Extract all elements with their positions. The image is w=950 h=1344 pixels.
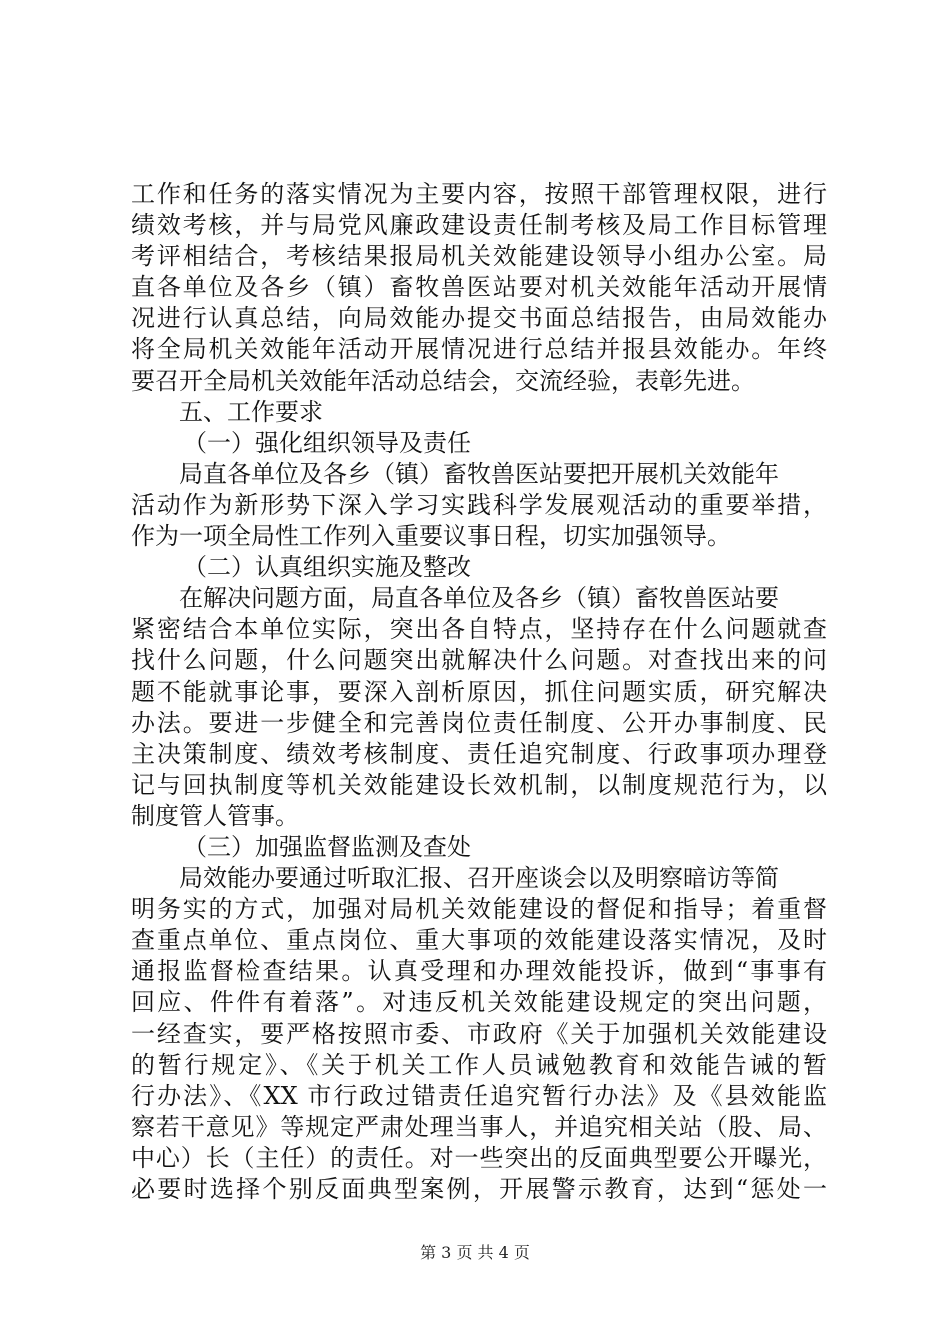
- text-line: 局直各单位及各乡（镇）畜牧兽医站要把开展机关效能年: [179, 459, 779, 488]
- text-line: 局效能办要通过听取汇报、召开座谈会以及明察暗访等简: [179, 864, 779, 893]
- text-line: 通报监督检查结果。认真受理和办理效能投诉，做到“事事有: [131, 957, 827, 986]
- text-line: 将全局机关效能年活动开展情况进行总结并报县效能办。年终: [131, 335, 827, 364]
- text-line: 记与回执制度等机关效能建设长效机制，以制度规范行为，以: [131, 770, 827, 799]
- text-line: 直各单位及各乡（镇）畜牧兽医站要对机关效能年活动开展情: [131, 273, 827, 302]
- text-line: 考评相结合，考核结果报局机关效能建设领导小组办公室。局: [131, 242, 827, 271]
- text-line: 要召开全局机关效能年活动总结会，交流经验，表彰先进。: [131, 366, 755, 395]
- text-line: 察若干意见》等规定严肃处理当事人，并追究相关站（股、局、: [131, 1112, 827, 1141]
- text-line: （三）加强监督监测及查处: [183, 832, 471, 861]
- text-line: 活动作为新形势下深入学习实践科学发展观活动的重要举措，: [131, 490, 827, 519]
- text-line: 况进行认真总结，向局效能办提交书面总结报告，由局效能办: [131, 304, 827, 333]
- text-line: 明务实的方式，加强对局机关效能建设的督促和指导；着重督: [131, 895, 827, 924]
- text-line: 查重点单位、重点岗位、重大事项的效能建设落实情况，及时: [131, 926, 827, 955]
- text-line: 一经查实，要严格按照市委、市政府《关于加强机关效能建设: [131, 1019, 827, 1048]
- text-line: 题不能就事论事，要深入剖析原因，抓住问题实质，研究解决: [131, 677, 827, 706]
- document-body: [131, 179, 827, 1205]
- text-line: 绩效考核，并与局党风廉政建设责任制考核及局工作目标管理: [131, 211, 827, 240]
- text-line: 在解决问题方面，局直各单位及各乡（镇）畜牧兽医站要: [179, 584, 779, 613]
- text-line: 必要时选择个别反面典型案例，开展警示教育，达到“惩处一: [131, 1175, 827, 1203]
- text-line: 中心）长（主任）的责任。对一些突出的反面典型要公开曝光，: [131, 1143, 827, 1172]
- text-line: 工作和任务的落实情况为主要内容，按照干部管理权限，进行: [131, 180, 827, 208]
- text-line: 作为一项全局性工作列入重要议事日程，切实加强领导。: [131, 522, 731, 551]
- text-line: 找什么问题，什么问题突出就解决什么问题。对查找出来的问: [131, 646, 827, 675]
- text-line: （一）强化组织领导及责任: [183, 428, 471, 457]
- text-line: 行办法》、《XX 市行政过错责任追究暂行办法》及《县效能监: [131, 1081, 827, 1110]
- text-line: （二）认真组织实施及整改: [183, 553, 471, 582]
- text-line: 制度管人管事。: [131, 801, 299, 830]
- page-footer: 第 3 页 共 4 页: [420, 1243, 530, 1262]
- text-line: 紧密结合本单位实际，突出各自特点，坚持存在什么问题就查: [131, 615, 827, 644]
- text-line: 五、工作要求: [179, 397, 323, 426]
- text-line: 回应、件件有着落”。对违反机关效能建设规定的突出问题，: [131, 988, 827, 1017]
- text-line: 主决策制度、绩效考核制度、责任追究制度、行政事项办理登: [131, 739, 827, 768]
- text-line: 的暂行规定》、《关于机关工作人员诫勉教育和效能告诫的暂: [131, 1050, 827, 1079]
- text-line: 办法。要进一步健全和完善岗位责任制度、公开办事制度、民: [131, 708, 827, 737]
